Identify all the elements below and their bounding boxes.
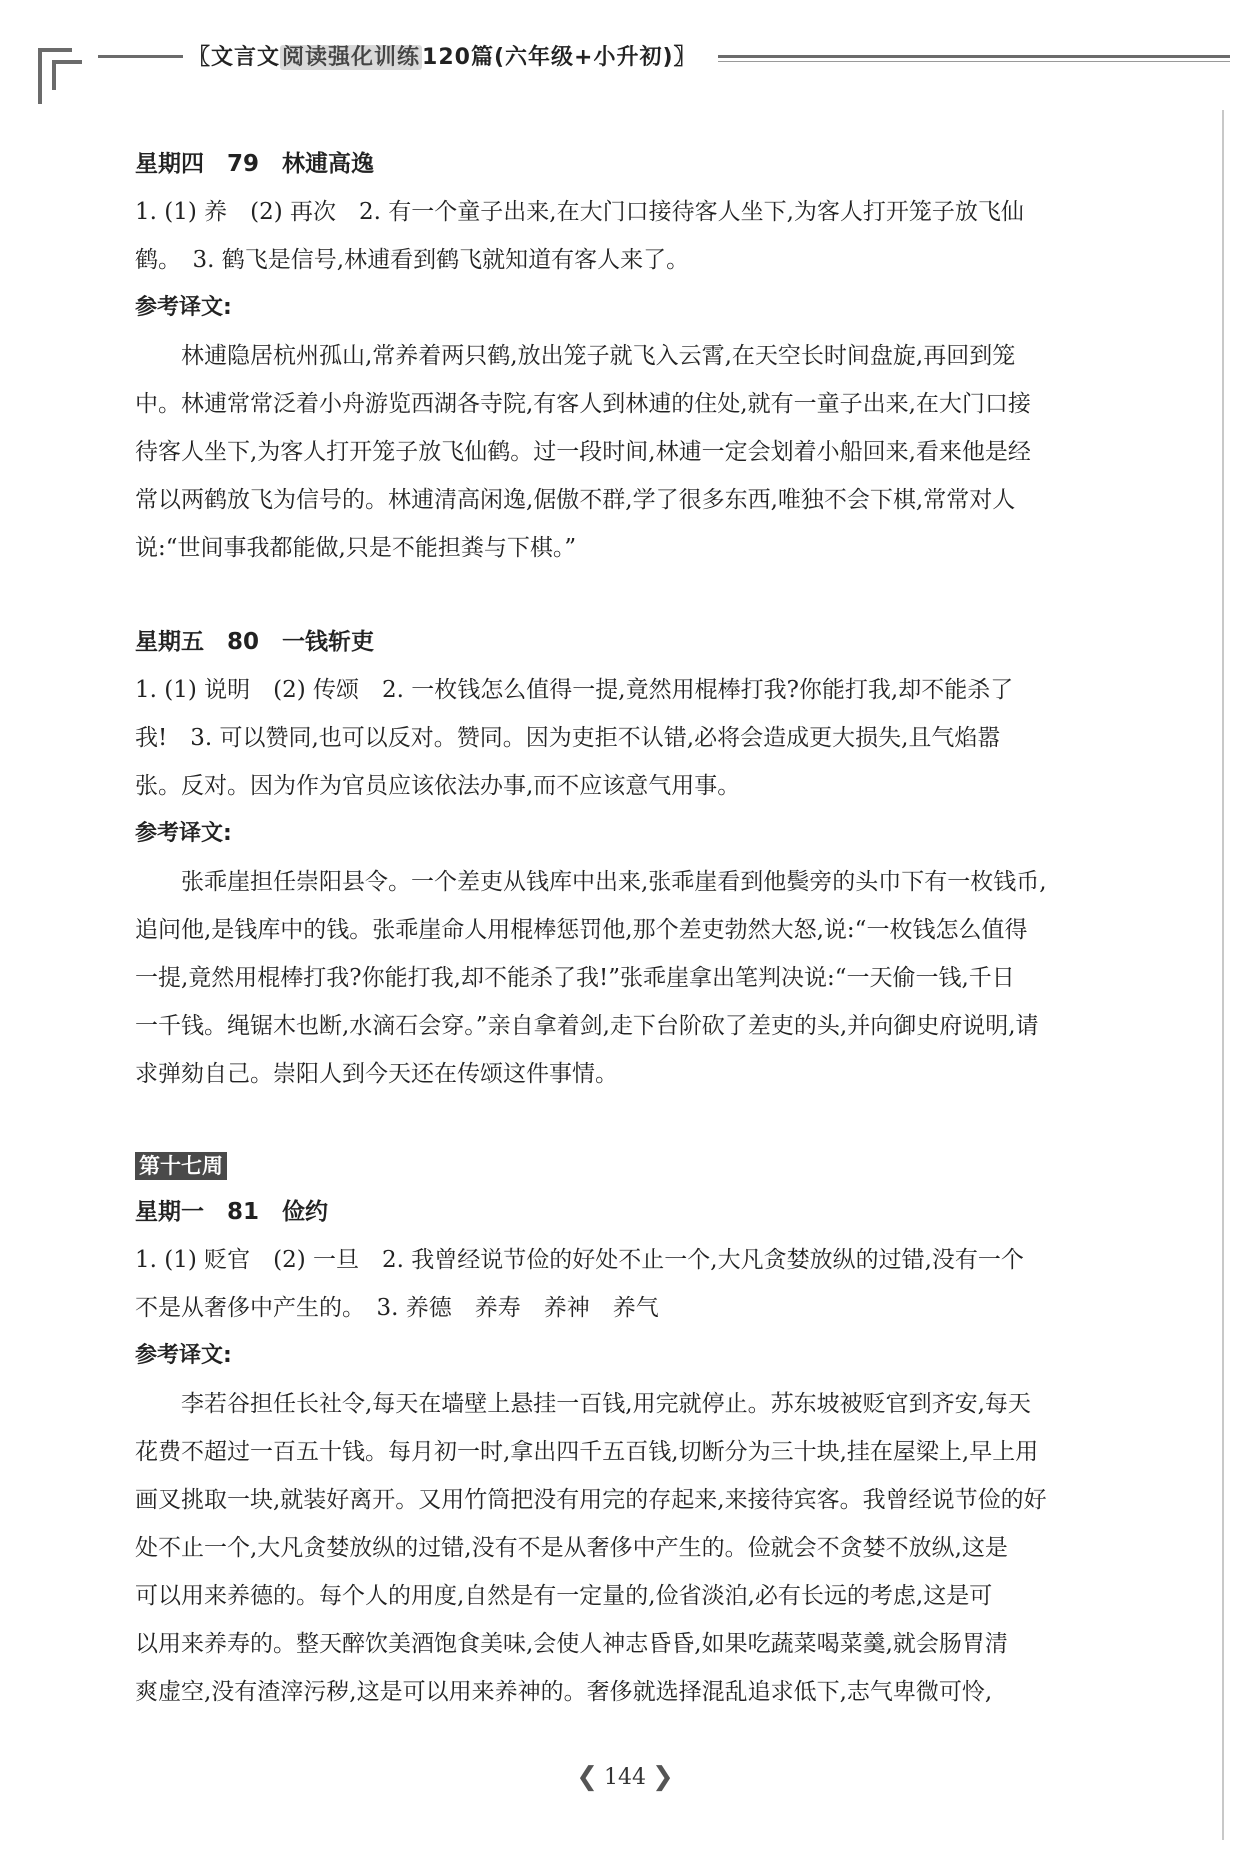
- translation-line: 处不止一个,大凡贪婪放纵的过错,没有不是从奢侈中产生的。俭就会不贪婪不放纵,这是: [135, 1535, 1008, 1561]
- translation-line: 林逋隐居杭州孤山,常养着两只鹤,放出笼子就飞入云霄,在天空长时间盘旋,再回到笼: [181, 343, 1016, 369]
- translation-line: 张乖崖担任崇阳县令。一个差吏从钱库中出来,张乖崖看到他鬓旁的头巾下有一枚钱币,: [181, 869, 1047, 895]
- answer-line: 鹤。 3. 鹤飞是信号,林逋看到鹤飞就知道有客人来了。: [135, 247, 690, 273]
- translation-line: 中。林逋常常泛着小舟游览西湖各寺院,有客人到林逋的住处,就有一童子出来,在大门口接: [135, 391, 1031, 417]
- translation-line: 追问他,是钱库中的钱。张乖崖命人用棍棒惩罚他,那个差吏勃然大怒,说:“一枚钱怎么值得: [135, 917, 1028, 943]
- chevron-left-icon: ❮: [576, 1762, 598, 1792]
- translation-line: 一千钱。绳锯木也断,水滴石会穿。”亲自拿着剑,走下台阶砍了差吏的头,并向御史府说明,请: [135, 1013, 1039, 1039]
- translation-line: 花费不超过一百五十钱。每月初一时,拿出四千五百钱,切断分为三十块,挂在屋梁上,早上用: [135, 1439, 1039, 1465]
- section-title: 星期一 81 俭约: [135, 1199, 329, 1225]
- book-title: 〖文言文阅读强化训练120篇(六年级+小升初)〗: [188, 45, 697, 70]
- translation-line: 求弹劾自己。崇阳人到今天还在传颂这件事情。: [135, 1061, 618, 1087]
- reference-translation-label: 参考译文:: [135, 1343, 232, 1368]
- translation-line: 说:“世间事我都能做,只是不能担粪与下棋。”: [135, 535, 577, 561]
- translation-line: 以用来养寿的。整天醉饮美酒饱食美味,会使人神志昏昏,如果吃蔬菜喝菜羹,就会肠胃清: [135, 1631, 1008, 1657]
- page-content: [135, 140, 1195, 1716]
- section-title: 星期五 80 一钱斩吏: [135, 629, 375, 655]
- translation-line: 可以用来养德的。每个人的用度,自然是有一定量的,俭省淡泊,必有长远的考虑,这是可: [135, 1583, 993, 1609]
- running-header: [38, 38, 1230, 98]
- section-title: 星期四 79 林逋高逸: [135, 151, 375, 177]
- week-label: 第十七周: [135, 1152, 227, 1180]
- translation-line: 爽虚空,没有渣滓污秽,这是可以用来养神的。奢侈就选择混乱追求低下,志气卑微可怜,: [135, 1679, 993, 1705]
- answer-line: 1. (1) 养 (2) 再次 2. 有一个童子出来,在大门口接待客人坐下,为客人打开笼子放飞仙: [135, 199, 1024, 225]
- translation-line: 一提,竟然用棍棒打我?你能打我,却不能杀了我!”张乖崖拿出笔判决说:“一天偷一钱,千日: [135, 965, 1015, 991]
- reference-translation-label: 参考译文:: [135, 821, 232, 846]
- page-footer: [0, 1762, 1250, 1792]
- translation-line: 李若谷担任长社令,每天在墙壁上悬挂一百钱,用完就停止。苏东坡被贬官到齐安,每天: [181, 1391, 1031, 1417]
- answer-line: 不是从奢侈中产生的。 3. 养德 养寿 养神 养气: [135, 1295, 659, 1321]
- reference-translation-label: 参考译文:: [135, 295, 232, 320]
- header-rule-left: [98, 55, 183, 58]
- header-rule-right: [718, 55, 1230, 58]
- page-edge-line: [1222, 110, 1224, 1840]
- translation-line: 常以两鹤放飞为信号的。林逋清高闲逸,倨傲不群,学了很多东西,唯独不会下棋,常常对人: [135, 487, 1016, 513]
- answer-line: 我! 3. 可以赞同,也可以反对。赞同。因为吏拒不认错,必将会造成更大损失,且气焰嚣: [135, 725, 1001, 751]
- chevron-right-icon: ❯: [652, 1762, 674, 1792]
- answer-line: 张。反对。因为作为官员应该依法办事,而不应该意气用事。: [135, 773, 741, 799]
- answer-line: 1. (1) 说明 (2) 传颂 2. 一枚钱怎么值得一提,竟然用棍棒打我?你能打我,却不能杀了: [135, 677, 1014, 703]
- answer-line: 1. (1) 贬官 (2) 一旦 2. 我曾经说节俭的好处不止一个,大凡贪婪放纵的过错,没有一个: [135, 1247, 1024, 1273]
- translation-line: 画叉挑取一块,就装好离开。又用竹筒把没有用完的存起来,来接待宾客。我曾经说节俭的好: [135, 1487, 1047, 1513]
- corner-ornament: [38, 38, 88, 108]
- translation-line: 待客人坐下,为客人打开笼子放飞仙鹤。过一段时间,林逋一定会划着小船回来,看来他是经: [135, 439, 1031, 465]
- page-number: 144: [604, 1764, 646, 1790]
